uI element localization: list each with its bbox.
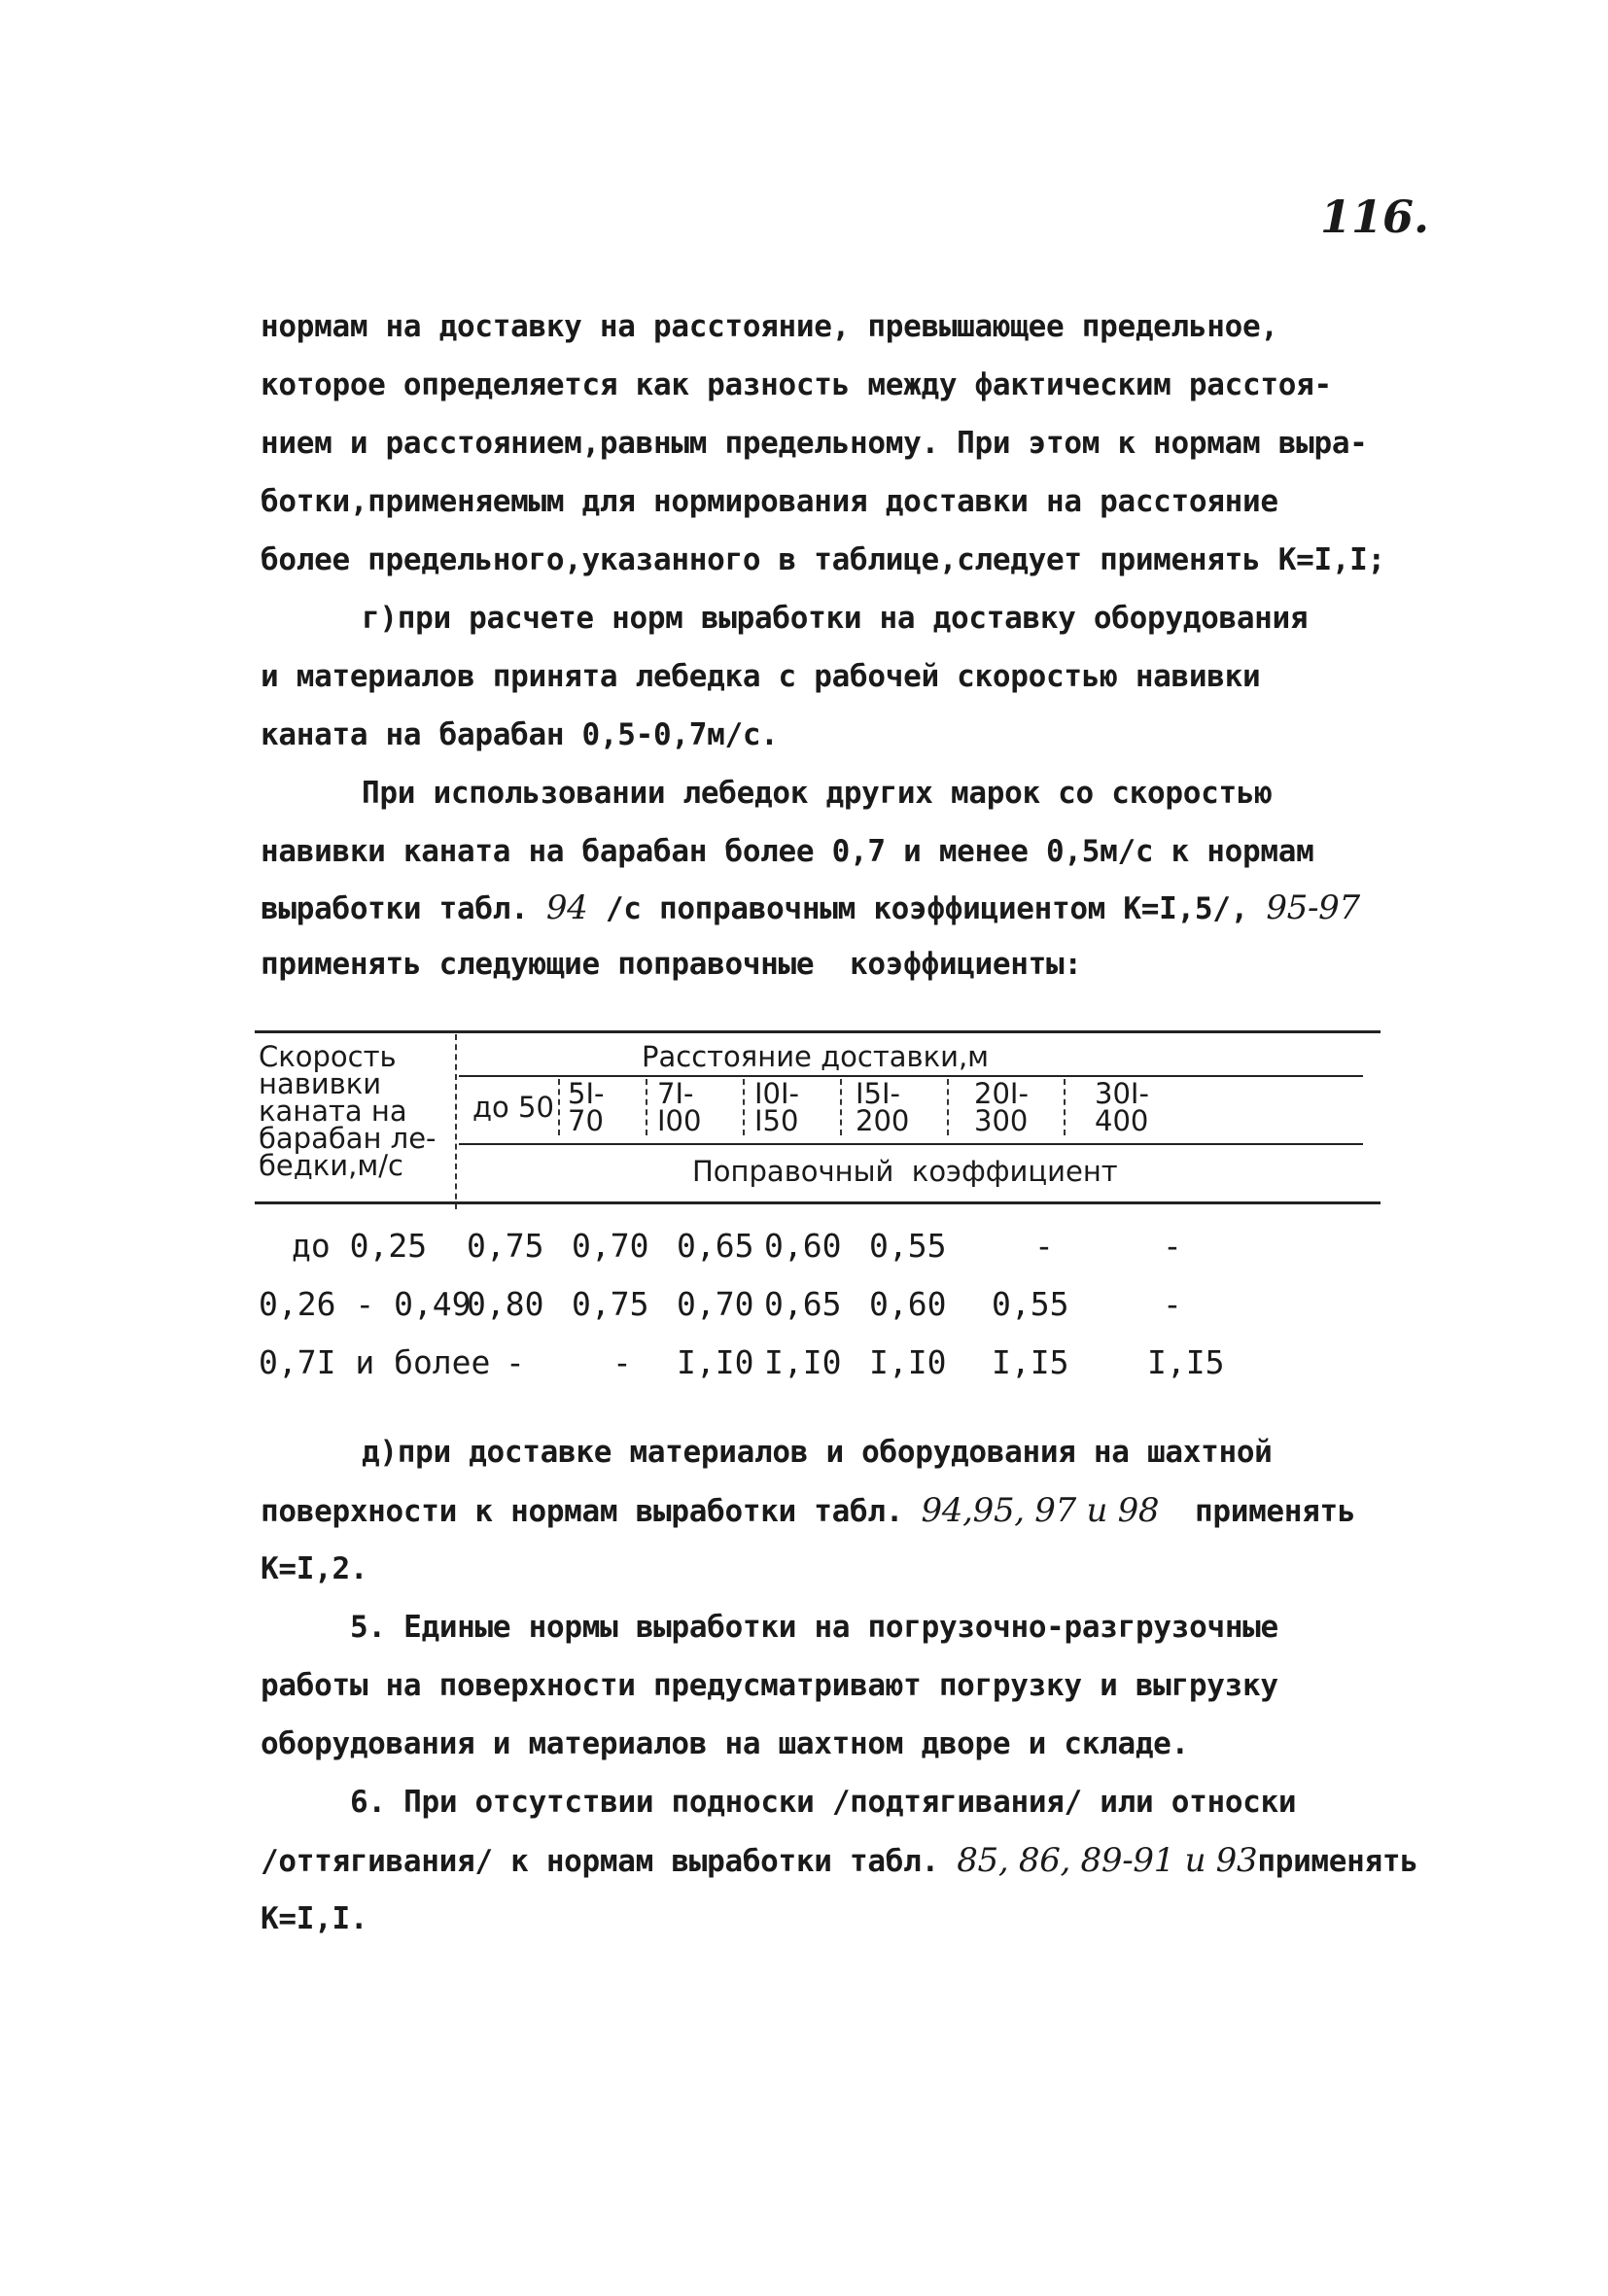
coefficient-cell: 0,55 [992,1285,1069,1323]
text-span: /с поправочным коэффициентом К=I,5/, [587,891,1267,926]
speed-cell: 0,7I и более [259,1343,491,1381]
text-line: К=I,2. [261,1551,368,1586]
text-line: г)при расчете норм выработки на доставку оборудования [362,601,1309,636]
text-line: нормам на доставку на расстояние, превышающее предельное, [261,309,1278,344]
handwritten-number: 94,95, 97 и 98 [921,1491,1160,1530]
speed-header-line: Скорость [259,1040,397,1073]
distance-column-header: 400 [1095,1104,1149,1137]
distance-column-header: 7I- [657,1077,694,1110]
coefficient-cell: I,I0 [764,1343,842,1381]
text-line: навивки каната на барабан более 0,7 и менее 0,5м/с к нормам [261,834,1314,869]
page-number: 116. [1320,191,1430,243]
distance-column-header: 200 [856,1104,910,1137]
coefficient-cell: 0,65 [677,1227,754,1265]
distance-column-header: 20I- [974,1077,1029,1110]
coefficient-cell: I,I0 [677,1343,754,1381]
coefficient-cell: I,I5 [1147,1343,1225,1381]
coefficient-cell: 0,55 [869,1227,947,1265]
text-line: каната на барабан 0,5-0,7м/с. [261,717,779,752]
handwritten-number: 85, 86, 89-91 и 93 [957,1841,1258,1880]
text-line [261,1841,1418,1880]
handwritten-number: 95-97 [1266,888,1360,927]
coefficient-cell: - [506,1343,525,1381]
text-line: применять следующие поправочные коэффициенты: [261,947,1082,982]
coefficient-cell: - [1163,1227,1182,1265]
text-line: нием и расстоянием,равным предельному. При этом к нормам выра- [261,426,1368,461]
text-line: работы на поверхности предусматривают погрузку и выгрузку [261,1668,1278,1703]
speed-cell: 0,26 - 0,49 [259,1285,472,1323]
distance-column-header: до 50 [472,1091,554,1124]
distance-column-header: I50 [754,1104,799,1137]
text-line: ботки,применяемым для нормирования доставки на расстояние [261,484,1278,519]
coefficient-cell: 0,65 [764,1285,842,1323]
coefficient-cell: 0,60 [764,1227,842,1265]
text-line: д)при доставке материалов и оборудования на шахтной [362,1435,1273,1470]
distance-column-header: 300 [974,1104,1029,1137]
coefficient-cell: - [612,1343,632,1381]
text-line [261,1491,1355,1530]
coefficient-cell: I,I5 [992,1343,1069,1381]
coefficient-cell: 0,75 [467,1227,544,1265]
table-divider [646,1079,649,1135]
text-line: К=I,I. [261,1901,368,1936]
speed-cell: до 0,25 [292,1227,428,1265]
distance-column-header: I00 [657,1104,702,1137]
distance-column-header: 70 [568,1104,604,1137]
text-line: более предельного,указанного в таблице,следует применять К=I,I; [261,542,1385,577]
table-divider [840,1079,844,1135]
speed-header-line: бедки,м/с [259,1149,403,1182]
coefficient-cell: 0,70 [677,1285,754,1323]
table-rule-bottom [255,1201,1381,1204]
coefficient-cell: 0,60 [869,1285,947,1323]
text-span: применять [1257,1844,1418,1879]
text-span: /оттягивания/ к нормам выработки табл. [261,1844,958,1879]
text-line [261,888,1360,927]
speed-header-line: каната на [259,1095,407,1128]
coefficient-cell: 0,80 [467,1285,544,1323]
distance-column-header: 30I- [1095,1077,1149,1110]
distance-column-header: I5I- [856,1077,901,1110]
distance-column-header: I0I- [754,1077,800,1110]
handwritten-number: 94 [545,888,588,927]
coefficient-cell: 0,75 [572,1285,649,1323]
table-divider [558,1079,562,1135]
text-span: применять [1159,1494,1356,1529]
text-line: 6. При отсутствии подноски /подтягивания/ или относки [350,1785,1297,1820]
coefficient-cell: - [1163,1285,1182,1323]
table-rule-top [255,1030,1381,1033]
speed-header-line: навивки [259,1067,382,1100]
coefficient-cell: - [1034,1227,1054,1265]
text-line: которое определяется как разность между фактическим расстоя- [261,367,1332,402]
text-line: При использовании лебедок других марок со скоростью [362,776,1273,811]
table-divider [1064,1079,1067,1135]
coefficient-header: Поправочный коэффициент [692,1155,1118,1188]
coefficient-cell: I,I0 [869,1343,947,1381]
text-span: выработки табл. [261,891,546,926]
coefficient-cell: 0,70 [572,1227,649,1265]
text-line: 5. Единые нормы выработки на погрузочно-разгрузочные [350,1610,1278,1645]
speed-header-line: барабан ле- [259,1122,437,1155]
text-line: оборудования и материалов на шахтном дворе и складе. [261,1726,1189,1761]
table-rule [459,1143,1363,1145]
table-divider [743,1079,747,1135]
distance-column-header: 5I- [568,1077,605,1110]
distance-header: Расстояние доставки,м [642,1040,990,1073]
table-divider [455,1034,459,1209]
table-divider [947,1079,951,1135]
text-line: и материалов принята лебедка с рабочей скоростью навивки [261,659,1261,694]
text-span: поверхности к нормам выработки табл. [261,1494,922,1529]
